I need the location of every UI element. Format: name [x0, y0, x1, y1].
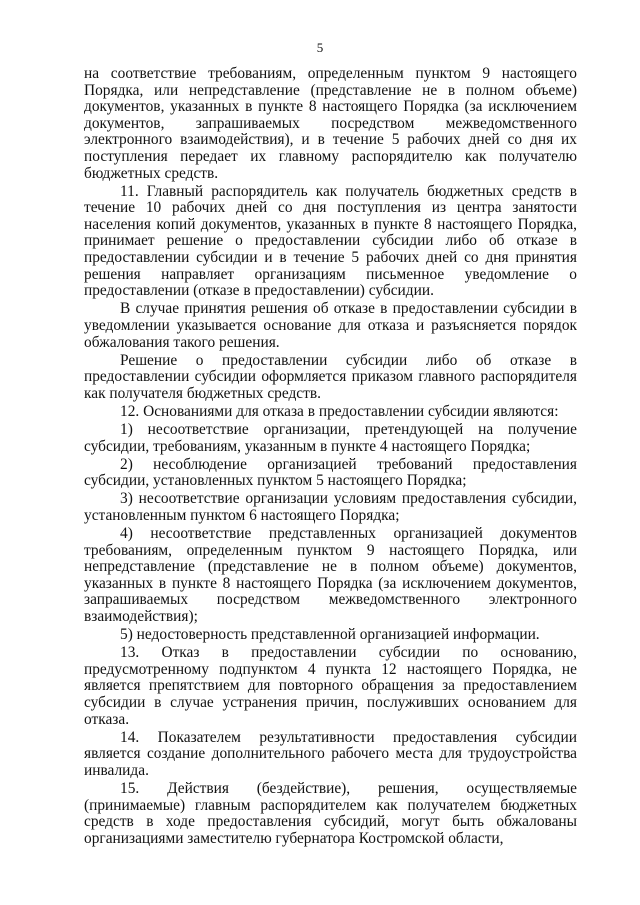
document-body: [84, 66, 577, 849]
paragraph-item-12: 12. Основаниями для отказа в предоставлении субсидии являются:: [120, 402, 559, 420]
list-item-12-5: 5) недостоверность представленной организацией информации.: [120, 626, 540, 644]
paragraph-item-15: 15. Действия (бездействие), решения, осуществляемые (принимаемые) главным распорядителем как получателем бюджетных средств в ходе предоставления субсидий, могут быть обжалованы организациями заместителю губернатора Костромской области,: [84, 779, 577, 847]
paragraph-item-14: 14. Показателем результативности предоставления субсидии является создание дополнительного рабочего места для трудоустройства инвалида.: [84, 728, 577, 779]
paragraph-decision-order: Решение о предоставлении субсидии либо об отказе в предоставлении субсидии оформляется приказом главного распорядителя как получателя бюджетных средств.: [84, 351, 577, 402]
list-item-12-4: 4) несоответствие представленных организацией документов требованиям, определенным пунктом 9 настоящего Порядка, или непредставление (представление не в полном объеме) документов, указанных в пункте 8 настоящего Порядка (за исключением документов, запрашиваемых посредством межведомственного электронного взаимодействия);: [84, 525, 577, 625]
paragraph-refusal-notice: В случае принятия решения об отказе в предоставлении субсидии в уведомлении указывается основание для отказа и разъясняется порядок обжалования такого решения.: [84, 300, 577, 351]
paragraph-item-11: 11. Главный распорядитель как получатель бюджетных средств в течение 10 рабочих дней со дня поступления из центра занятости населения копий документов, указанных в пункте 8 настоящего Порядка, принимает решение о предоставлении субсидии либо об отказе в предоставлении субсидии и в течение 5 рабочих дней со дня принятия решения направляет организациям письменное уведомление о предоставлении (отказе в предоставлении) субсидии.: [84, 182, 577, 300]
list-item-12-1: 1) несоответствие организации, претендующей на получение субсидии, требованиям, указанным в пункте 4 настоящего Порядка;: [84, 420, 577, 455]
paragraph-item-13: 13. Отказ в предоставлении субсидии по основанию, предусмотренному подпунктом 4 пункта 12 настоящего Порядка, не является препятствием для повторного обращения за предоставлением субсидии в случае устранения причин, послуживших основанием для отказа.: [84, 644, 577, 728]
list-item-12-2: 2) несоблюдение организацией требований предоставления субсидии, установленных пунктом 5 настоящего Порядка;: [84, 455, 577, 490]
list-item-12-3: 3) несоответствие организации условиям предоставления субсидии, установленным пунктом 6 настоящего Порядка;: [84, 490, 577, 524]
page-number: 5: [316, 40, 324, 55]
paragraph-continuation: на соответствие требованиям, определенным пунктом 9 настоящего Порядка, или непредставление (представление не в полном объеме) документов, указанных в пункте 8 настоящего Порядка (за исключением документов, запрашиваемых посредством межведомственного электронного взаимодействия), и в течение 5 рабочих дней со дня их поступления передает их главному распорядителю как получателю бюджетных средств.: [84, 65, 577, 182]
